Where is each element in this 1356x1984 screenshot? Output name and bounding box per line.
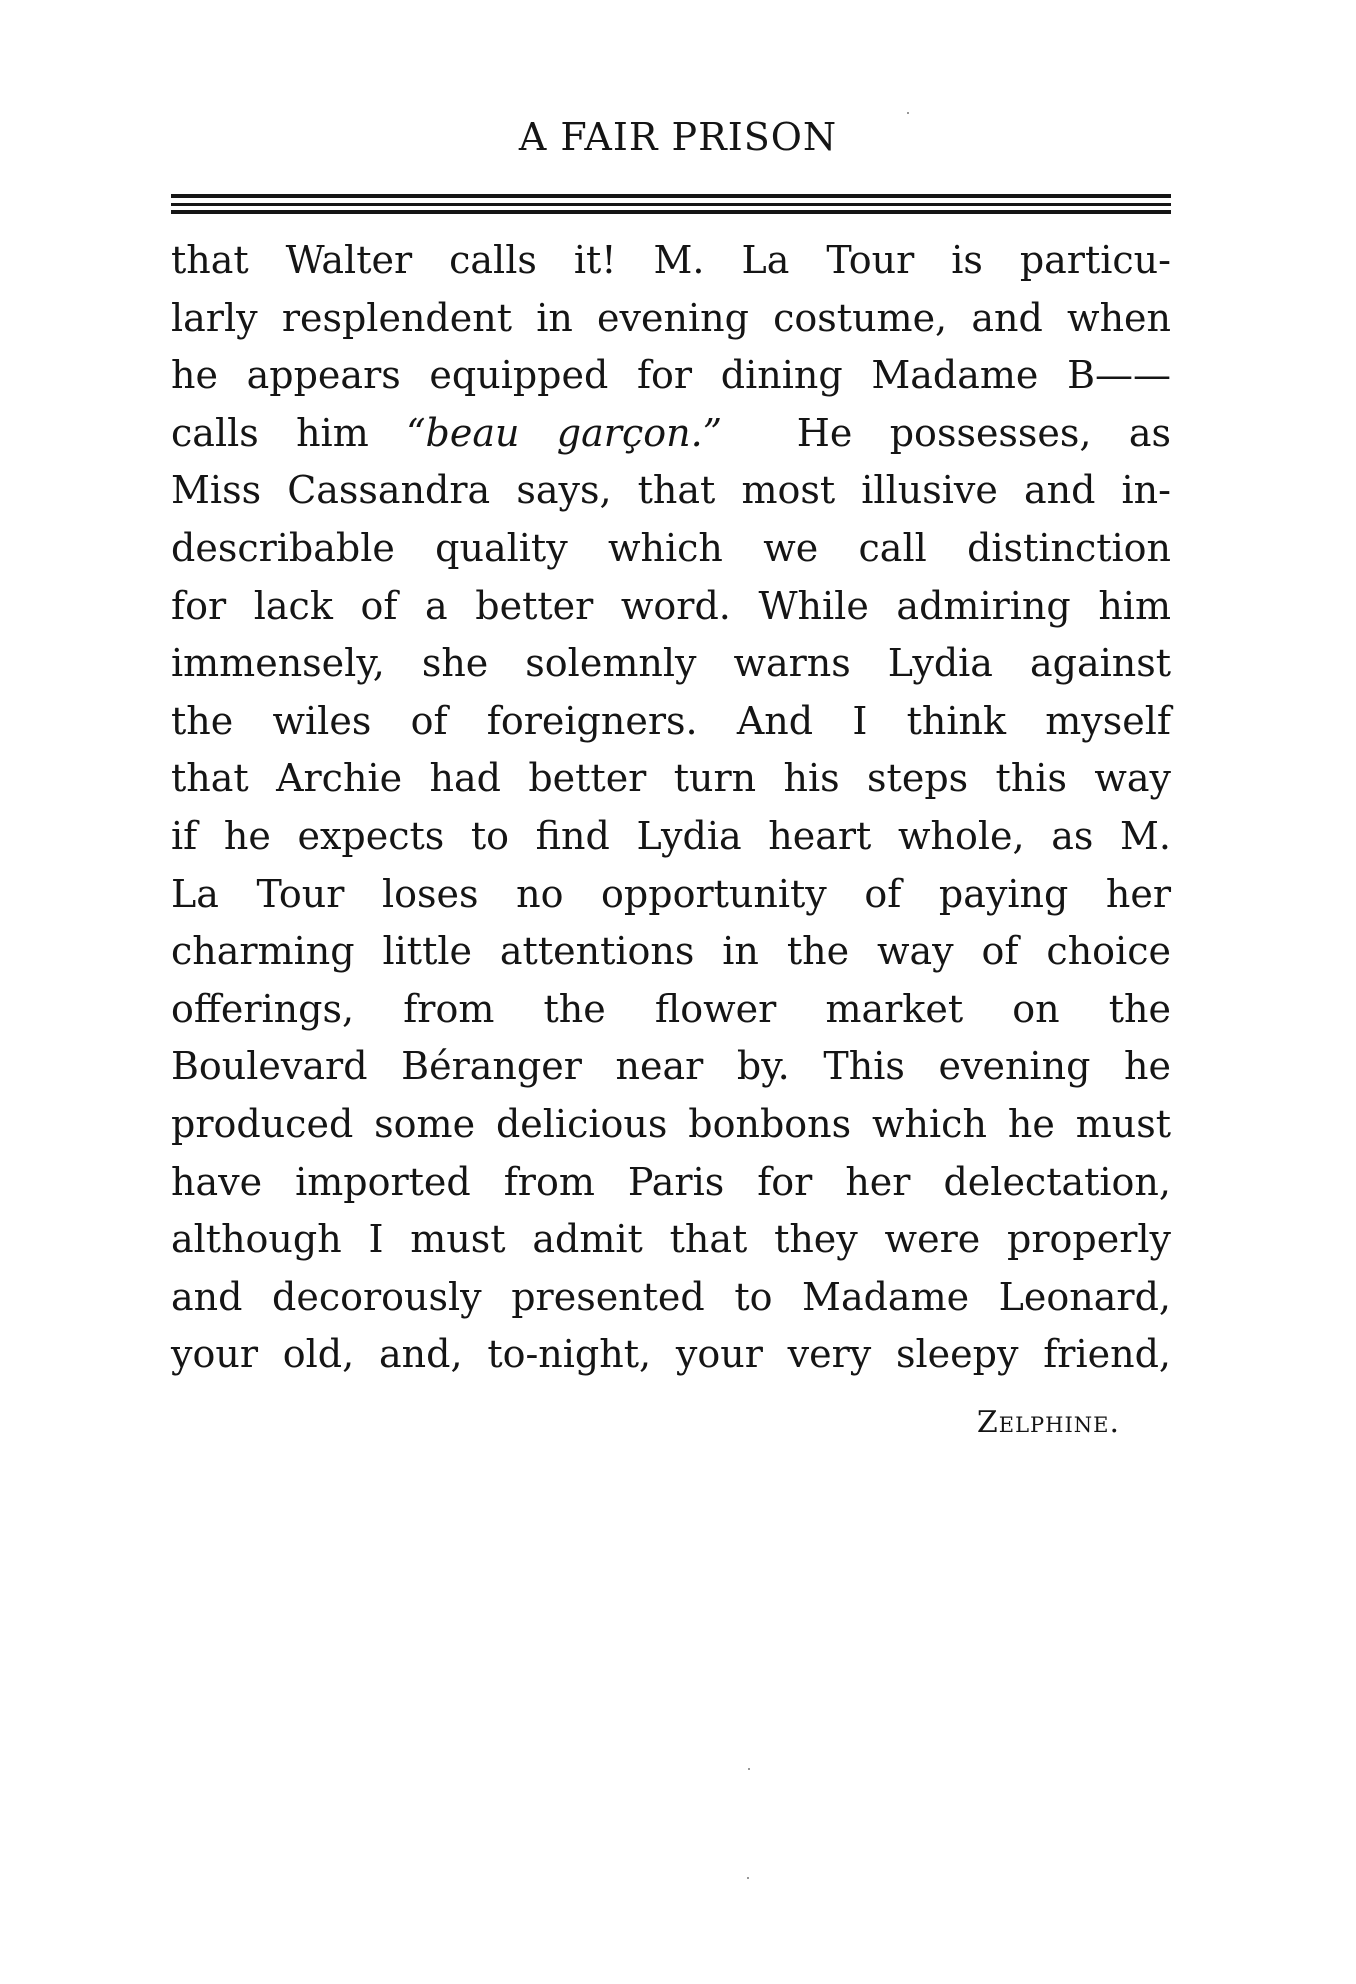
text-line: charming little attentions in the way of choice: [171, 929, 1171, 974]
header-rule-bottom: [171, 210, 1171, 214]
text-line: that Archie had better turn his steps this way: [171, 756, 1171, 801]
header-rule-middle: [171, 203, 1171, 206]
text-line: immensely, she solemnly warns Lydia against: [171, 641, 1171, 686]
text-line: that Walter calls it! M. La Tour is particu-: [171, 238, 1171, 282]
text-line: although I must admit that they were properly: [171, 1217, 1171, 1262]
text-line: calls him “beau garçon.” He possesses, as: [171, 410, 1171, 455]
print-speck: [907, 112, 909, 114]
header-rule-top: [171, 194, 1171, 198]
text-line: Miss Cassandra says, that most illusive and in-: [171, 468, 1171, 513]
signature: Zelphine.: [976, 1405, 1120, 1440]
text-line: the wiles of foreigners. And I think myself: [171, 698, 1171, 743]
text-line: for lack of a better word. While admiring him: [171, 583, 1171, 628]
text-line: and decorously presented to Madame Leonard,: [171, 1274, 1171, 1319]
text-line: offerings, from the flower market on the: [171, 986, 1171, 1031]
text-line: he appears equipped for dining Madame B——: [171, 353, 1171, 398]
print-speck: [748, 1768, 750, 1770]
italic-phrase: “beau garçon.”: [406, 410, 723, 455]
text-line: your old, and, to-night, your very sleepy friend,: [171, 1332, 1171, 1377]
text-line: have imported from Paris for her delectation,: [171, 1159, 1171, 1204]
print-speck: [747, 1877, 749, 1879]
running-head: A FAIR PRISON: [518, 115, 838, 159]
letter-body: [171, 232, 1171, 1384]
text-line: if he expects to find Lydia heart whole, as M.: [171, 813, 1171, 858]
text-line: La Tour loses no opportunity of paying her: [171, 871, 1171, 916]
text-line: produced some delicious bonbons which he must: [171, 1101, 1171, 1146]
text-line: describable quality which we call distinction: [171, 525, 1171, 570]
text-line: Boulevard Béranger near by. This evening he: [171, 1044, 1171, 1089]
text-line: larly resplendent in evening costume, and when: [171, 295, 1171, 340]
